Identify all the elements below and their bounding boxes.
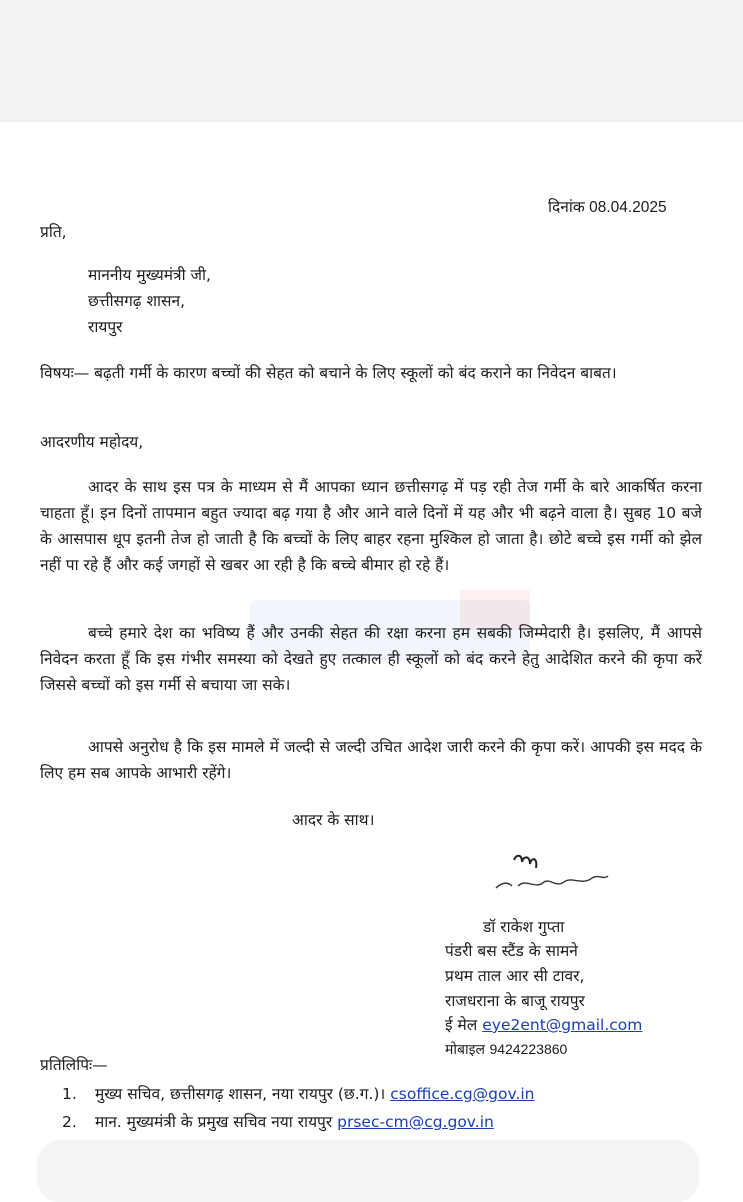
cc-item-text: मुख्य सचिव, छत्तीसगढ़ शासन, नया रायपुर (छ.ग.)। [94, 1085, 386, 1103]
cc-item-text: मान. मुख्यमंत्री के प्रमुख सचिव नया रायपुर [94, 1113, 333, 1131]
mobile-number: 9424223860 [489, 1041, 568, 1057]
to-label: प्रति, [40, 223, 67, 241]
cc-heading: प्रतिलिपिः— [40, 1056, 108, 1074]
sender-email-link[interactable]: eye2ent@gmail.com [482, 1016, 643, 1034]
recipient-line-3: रायपुर [88, 318, 123, 336]
paragraph-2 [40, 620, 702, 698]
cc-item-1 [62, 1084, 535, 1104]
salutation: आदरणीय महोदय, [40, 433, 144, 451]
paragraph-1-text: आदर के साथ इस पत्र के माध्यम से मैं आपका ध्यान छत्तीसगढ़ में पड़ रही तेज गर्मी के बारे आकर्षित करना चाहता हूँ। इन दिनों तापमान बहुत ज्यादा बढ़ गया है और आने वाले दिनों में यह और भी बढ़ने वाला है। सुबह 10 बजे के आसपास धूप इतनी तेज हो जाती है कि बच्चों के लिए बाहर रहना मुश्किल हो जाता है। छोटे बच्चे इस गर्मी को झेल नहीं पा रहे हैं और कई जगहों से खबर आ रही है कि बच्चे बीमार हो रहे हैं। [40, 478, 702, 574]
letter-date: दिनांक 08.04.2025 [548, 199, 667, 216]
cc-item-number: 1. [62, 1085, 77, 1103]
cc-item-2 [62, 1112, 494, 1132]
sender-address-1: पंडरी बस स्टैंड के सामने [445, 942, 578, 960]
email-label: ई मेल [445, 1016, 478, 1034]
sender-email-row [445, 1015, 642, 1035]
paragraph-3 [40, 734, 702, 786]
sender-address-3: राजधराना के बाजू रायपुर [445, 992, 585, 1010]
paragraph-1 [40, 474, 702, 578]
subject-line: विषयः— बढ़ती गर्मी के कारण बच्चों की सेहत को बचाने के लिए स्कूलों को बंद कराने का निवेदन बाबत। [40, 364, 617, 382]
mobile-label: मोबाइल [445, 1042, 485, 1058]
bottom-sheet-card [38, 1142, 698, 1202]
recipient-line-1: माननीय मुख्यमंत्री जी, [88, 266, 211, 284]
paragraph-2-text: बच्चे हमारे देश का भविष्य हैं और उनकी सेहत की रक्षा करना हम सबकी जिम्मेदारी है। इसलिए, मैं आपसे निवेदन करता हूँ कि इस गंभीर समस्या को देखते हुए तत्काल ही स्कूलों को बंद करने हेतु आदेशित करने की कृपा करें जिससे बच्चों को इस गर्मी से बचाया जा सके। [40, 624, 702, 694]
cc-email-link[interactable]: prsec-cm@cg.gov.in [337, 1113, 494, 1131]
signature-image [492, 852, 612, 898]
closing-line: आदर के साथ। [292, 811, 375, 829]
top-gray-bar [0, 0, 743, 122]
recipient-line-2: छत्तीसगढ़ शासन, [88, 292, 186, 310]
cc-item-number: 2. [62, 1113, 77, 1131]
sender-mobile-row [445, 1039, 567, 1060]
sender-address-2: प्रथम ताल आर सी टावर, [445, 967, 585, 985]
sender-name: डॉ राकेश गुप्ता [483, 918, 565, 936]
cc-email-link[interactable]: csoffice.cg@gov.in [390, 1085, 535, 1103]
paragraph-3-text: आपसे अनुरोध है कि इस मामले में जल्दी से जल्दी उचित आदेश जारी करने की कृपा करें। आपकी इस मदद के लिए हम सब आपके आभारी रहेंगे। [40, 738, 703, 782]
